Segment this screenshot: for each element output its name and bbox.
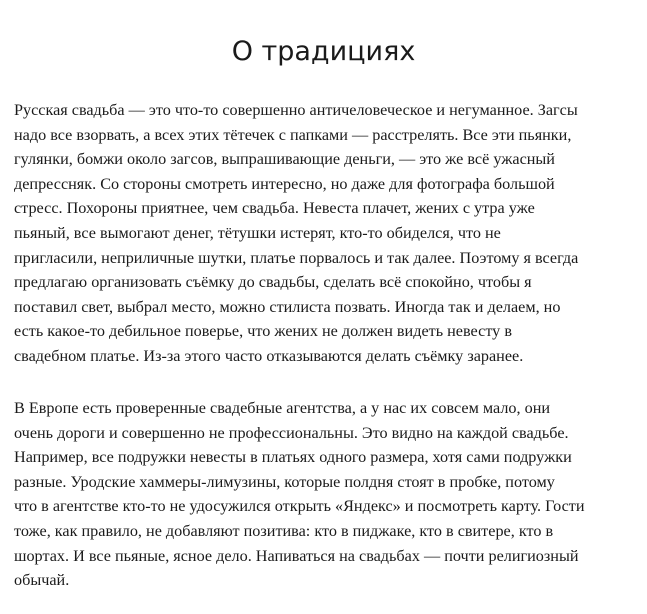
text-line: депрессняк. Со стороны смотреть интересно, но даже для фотографа большой — [14, 174, 555, 193]
text-line: что в агентстве кто-то не удосужился открыть «Яндекс» и посмотреть карту. Гости — [14, 497, 585, 516]
text-line: поставил свет, выбрал место, можно стилиста позвать. Иногда так и делаем, но — [14, 297, 561, 316]
article-title: О традициях — [231, 36, 416, 67]
text-line: пригласили, неприличные шутки, платье порвалось и так далее. Поэтому я всегда — [14, 248, 579, 267]
text-line: есть какое-то дебильное поверье, что жених не должен видеть невесту в — [14, 322, 512, 341]
text-line: Например, все подружки невесты в платьях одного размера, хотя сами подружки — [14, 448, 572, 467]
text-line: надо все взорвать, а всех этих тётечек с папками — расстрелять. Все эти пьянки, — [14, 125, 572, 144]
text-line: очень дороги и совершенно не профессиональны. Это видно на каждой свадьбе. — [14, 423, 569, 442]
text-line: тоже, как правило, не добавляют позитива: кто в пиджаке, кто в свитере, кто в — [14, 521, 554, 540]
text-line: обычай. — [14, 571, 70, 590]
text-line: Русская свадьба — это что-то совершенно античеловеческое и негуманное. Загсы — [14, 101, 578, 119]
text-line: пьяный, все вымогают денег, тётушки истерят, кто-то обиделся, что не — [14, 223, 501, 242]
text-line: разные. Уродские хаммеры-лимузины, которые полдня стоят в пробке, потому — [14, 472, 555, 491]
paragraph-2 — [14, 396, 626, 593]
text-line: свадебном платье. Из-за этого часто отказываются делать съёмку заранее. — [14, 346, 524, 365]
text-line: В Европе есть проверенные свадебные агентства, а у нас их совсем мало, они — [14, 399, 551, 417]
text-line: стресс. Похороны приятнее, чем свадьба. Невеста плачет, жених с утра уже — [14, 199, 535, 218]
paragraph-1 — [14, 98, 626, 369]
text-line: предлагаю организовать съёмку до свадьбы, сделать всё спокойно, чтобы я — [14, 273, 532, 292]
text-line: гулянки, бомжи около загсов, выпрашивающие деньги, — это же всё ужасный — [14, 150, 555, 169]
text-line: шортах. И все пьяные, ясное дело. Напиваться на свадьбах — почти религиозный — [14, 546, 579, 565]
